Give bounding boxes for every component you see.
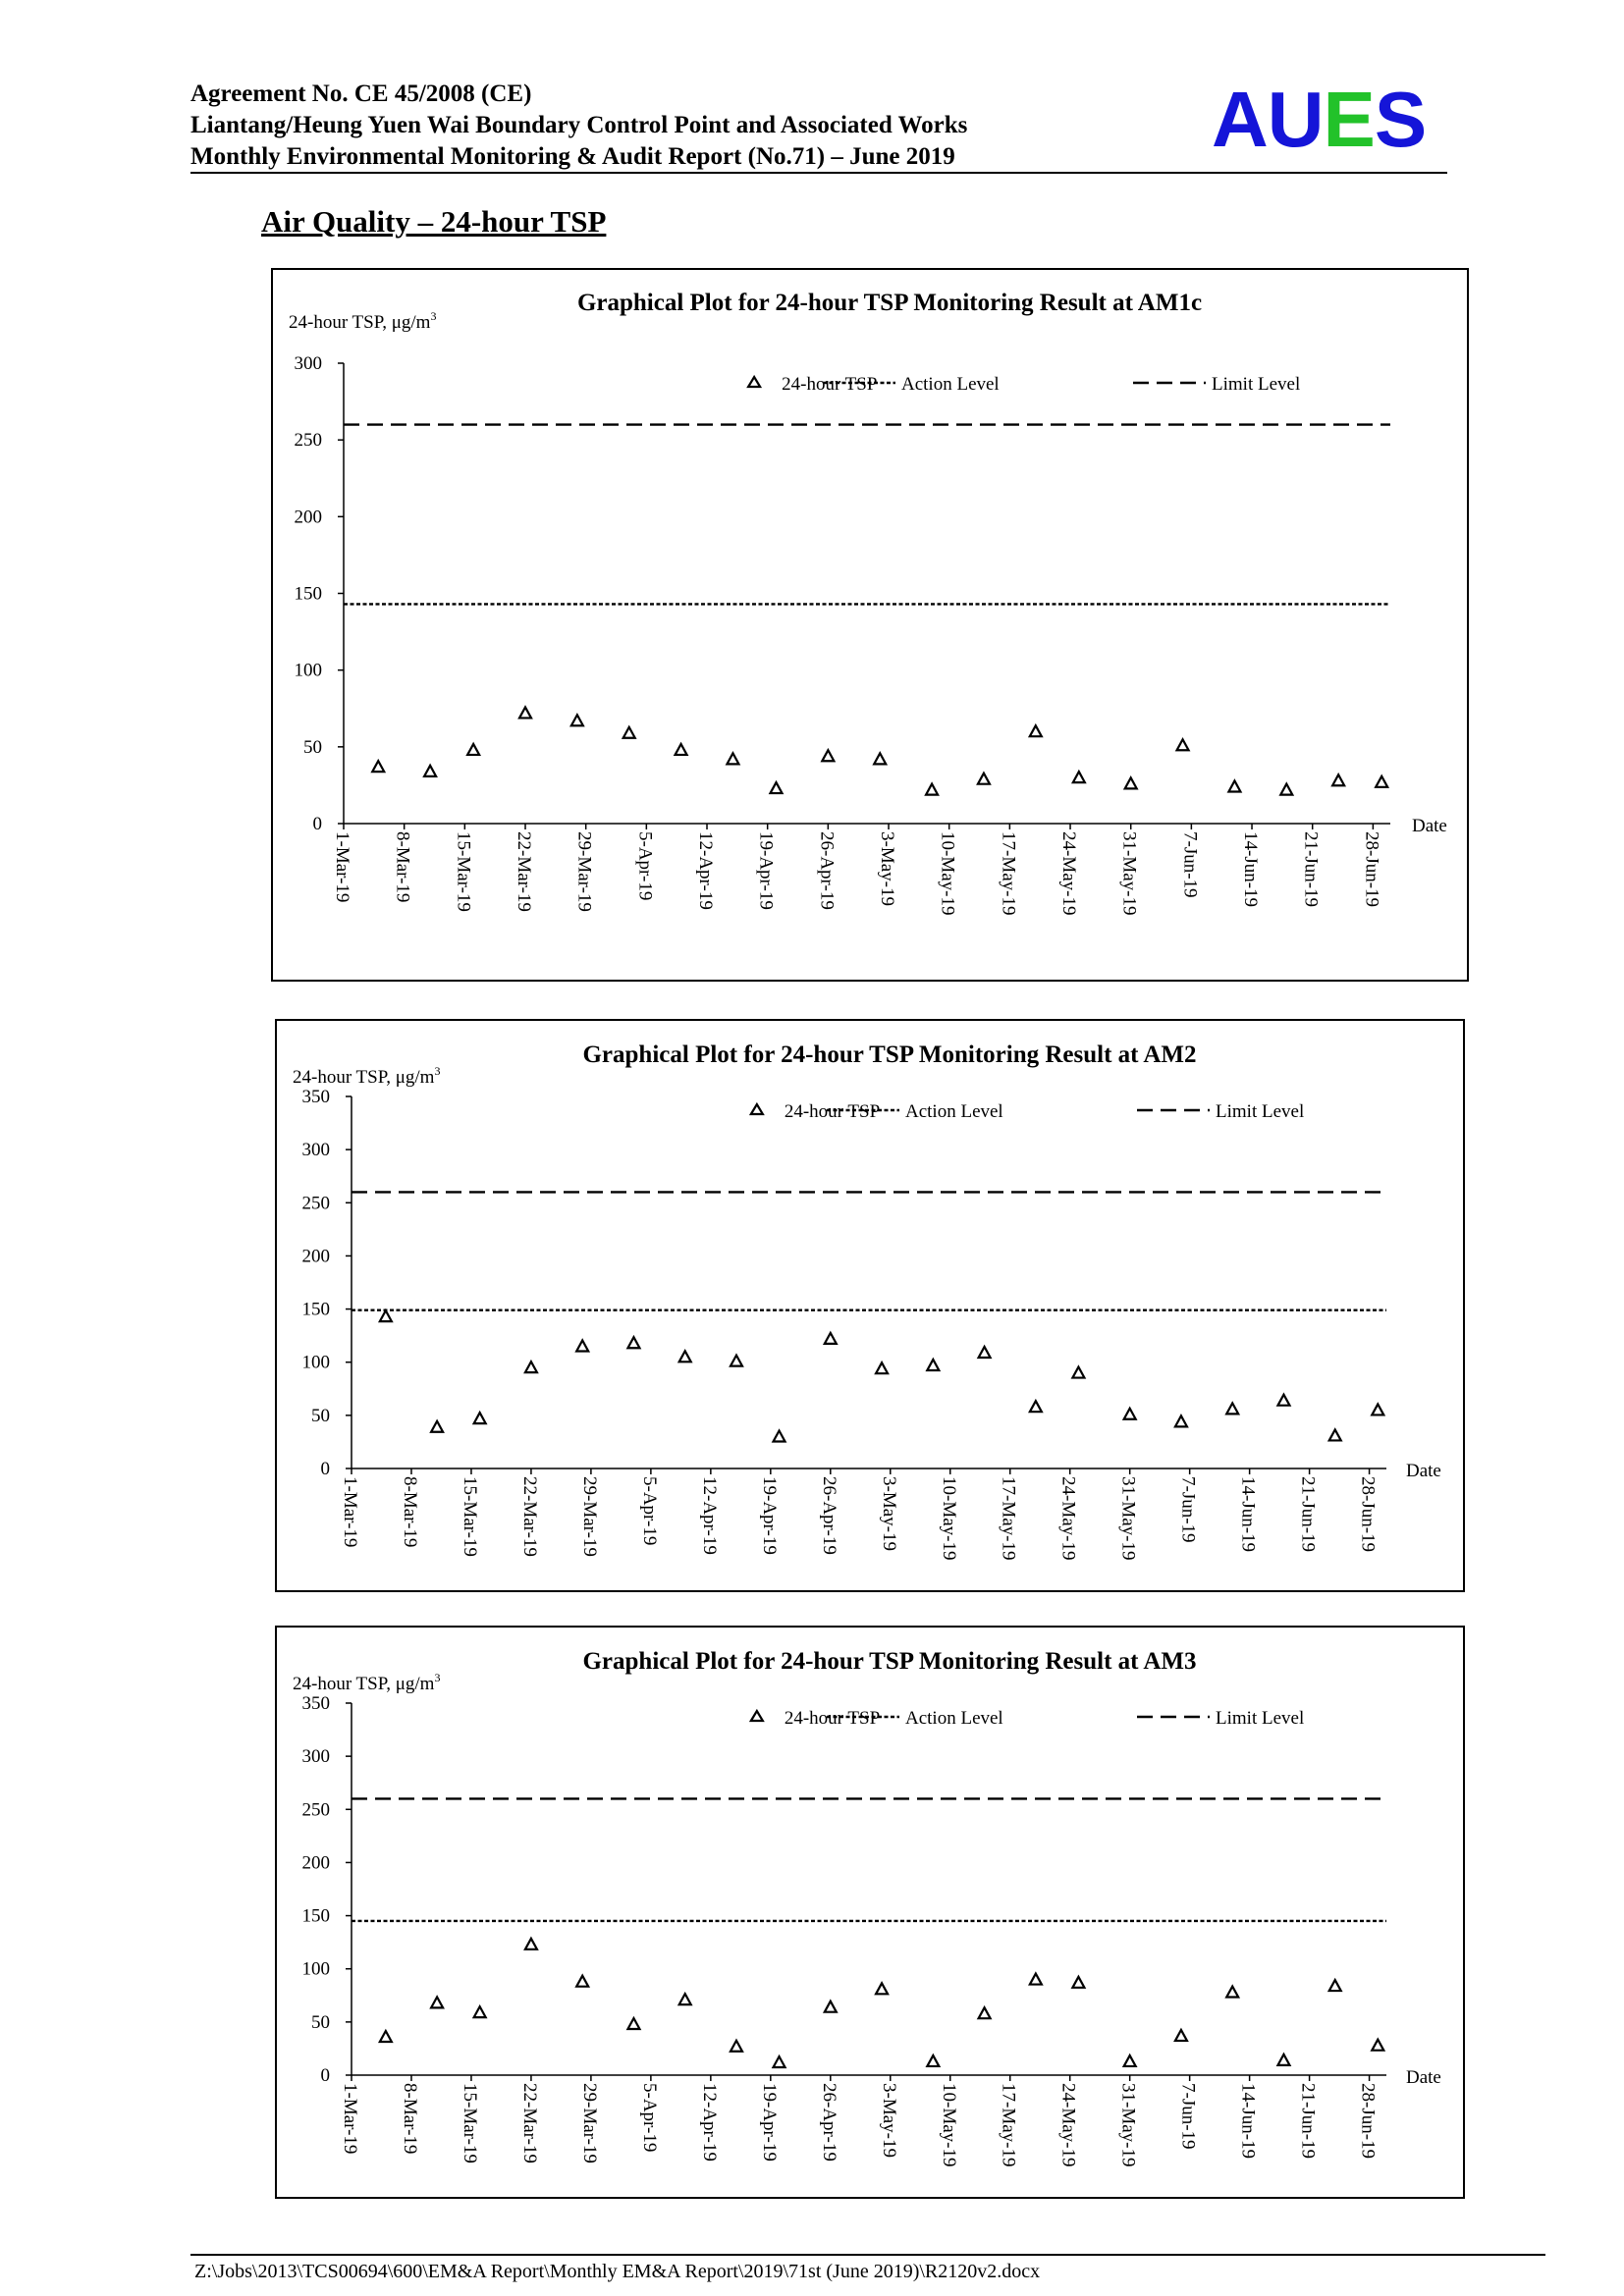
- y-tick-label: 300: [301, 1746, 330, 1768]
- tsp-data-point: [822, 750, 834, 761]
- y-tick-label: 300: [294, 353, 322, 374]
- tsp-data-point: [876, 1983, 888, 1994]
- x-tick-label: 10-May-19: [938, 2083, 959, 2167]
- x-tick-label: 26-Apr-19: [818, 1476, 839, 1555]
- tsp-data-point: [431, 1997, 443, 2007]
- file-path-footer: Z:\Jobs\2013\TCS00694\600\EM&A Report\Monthly EM&A Report\2019\71st (June 2019)\R2120v2.docx: [194, 2261, 1041, 2282]
- y-axis-label: [293, 1064, 440, 1088]
- tsp-data-point: [1277, 1395, 1289, 1406]
- logo-part-au: AU: [1212, 76, 1324, 163]
- y-tick-label: 350: [301, 1693, 330, 1714]
- x-tick-label: 28-Jun-19: [1361, 831, 1382, 908]
- y-axis-label-text: 24-hour TSP, μg/m: [293, 1674, 435, 1694]
- y-tick-label: 100: [294, 660, 322, 681]
- x-tick-label: 21-Jun-19: [1300, 831, 1322, 908]
- x-tick-label: 8-Mar-19: [399, 1476, 420, 1548]
- y-tick-label: 50: [303, 736, 322, 758]
- y-tick-label: 150: [301, 1299, 330, 1320]
- project-title: Liantang/Heung Yuen Wai Boundary Control Point and Associated Works: [190, 112, 968, 138]
- tsp-data-point: [576, 1340, 588, 1351]
- x-tick-label: 21-Jun-19: [1297, 2083, 1319, 2160]
- tsp-data-point: [978, 774, 990, 784]
- x-tick-label: 14-Jun-19: [1237, 2083, 1259, 2160]
- y-axis-label: [293, 1671, 440, 1694]
- legend-label-tsp: 24-hour TSP: [782, 374, 878, 395]
- x-tick-label: 1-Mar-19: [332, 831, 352, 903]
- legend-label-tsp: 24-hour TSP: [784, 1708, 881, 1729]
- tsp-data-point: [571, 715, 583, 725]
- x-tick-label: 31-May-19: [1117, 1476, 1139, 1561]
- x-tick-label: 15-Mar-19: [459, 2083, 480, 2163]
- y-tick-label: 250: [301, 1193, 330, 1214]
- y-axis-label-superscript: 3: [434, 1064, 441, 1078]
- tsp-data-point: [1175, 1415, 1187, 1426]
- y-tick-label: 100: [301, 1352, 330, 1373]
- chart-title: Graphical Plot for 24-hour TSP Monitoring Result at AM1c: [576, 290, 1203, 316]
- tsp-data-point: [424, 766, 436, 776]
- tsp-data-point: [676, 744, 687, 755]
- x-tick-label: 24-May-19: [1058, 831, 1080, 916]
- y-tick-label: 200: [301, 1852, 330, 1874]
- tsp-data-point: [731, 1356, 742, 1366]
- chart-am3: [275, 1626, 1465, 2199]
- x-tick-label: 5-Apr-19: [638, 1476, 660, 1546]
- tsp-data-point: [770, 782, 782, 793]
- y-tick-label: 50: [311, 2011, 330, 2033]
- x-tick-label: 12-Apr-19: [695, 831, 717, 910]
- y-tick-label: 250: [301, 1799, 330, 1821]
- x-tick-label: 31-May-19: [1117, 2083, 1139, 2167]
- x-tick-label: 29-Mar-19: [578, 1476, 600, 1557]
- legend-label-tsp: 24-hour TSP: [784, 1101, 881, 1122]
- x-axis-label: Date: [1412, 816, 1447, 836]
- tsp-data-point: [380, 1310, 392, 1321]
- x-tick-label: 22-Mar-19: [518, 2083, 540, 2163]
- tsp-data-point: [979, 2007, 991, 2018]
- x-tick-label: 10-May-19: [938, 1476, 959, 1561]
- tsp-data-point: [1226, 1403, 1238, 1414]
- tsp-data-point: [927, 2056, 939, 2066]
- tsp-data-point: [1372, 1404, 1383, 1415]
- y-tick-label: 250: [294, 430, 322, 452]
- x-tick-label: 29-Mar-19: [578, 2083, 600, 2163]
- logo-part-s: S: [1374, 76, 1427, 163]
- legend-triangle-marker: [748, 377, 760, 387]
- x-tick-label: 8-Mar-19: [392, 831, 413, 903]
- y-tick-label: 0: [320, 1459, 330, 1479]
- section-title: Air Quality – 24-hour TSP: [261, 204, 607, 239]
- tsp-data-point: [474, 1413, 486, 1423]
- tsp-data-point: [727, 753, 738, 764]
- x-tick-label: 7-Jun-19: [1179, 831, 1201, 898]
- chart-title: Graphical Plot for 24-hour TSP Monitoring Result at AM3: [582, 1648, 1197, 1675]
- tsp-data-point: [627, 2018, 639, 2029]
- x-tick-label: 26-Apr-19: [816, 831, 838, 910]
- tsp-data-point: [380, 2031, 392, 2042]
- tsp-data-point: [623, 727, 635, 738]
- tsp-data-point: [774, 2056, 785, 2067]
- legend: [751, 1101, 1304, 1122]
- tsp-data-point: [1030, 1974, 1042, 1985]
- report-title: Monthly Environmental Monitoring & Audit Report (No.71) – June 2019: [190, 143, 955, 170]
- legend-label-action: Action Level: [901, 374, 1000, 395]
- tsp-data-point: [876, 1362, 888, 1373]
- tsp-data-point: [519, 707, 531, 718]
- x-tick-label: 28-Jun-19: [1357, 1476, 1379, 1553]
- header-rule: [190, 172, 1447, 174]
- x-tick-label: 5-Apr-19: [638, 2083, 660, 2153]
- x-tick-label: 29-Mar-19: [573, 831, 595, 912]
- x-tick-label: 7-Jun-19: [1177, 1476, 1199, 1543]
- x-tick-label: 3-May-19: [878, 1476, 899, 1551]
- tsp-data-point: [1125, 777, 1137, 788]
- tsp-data-point: [825, 1333, 837, 1344]
- y-axis-label-superscript: 3: [430, 309, 437, 323]
- y-tick-label: 200: [301, 1246, 330, 1267]
- x-tick-label: 19-Apr-19: [758, 1476, 780, 1555]
- tsp-data-point: [1072, 1367, 1084, 1378]
- tsp-data-point: [1072, 1977, 1084, 1988]
- x-tick-label: 5-Apr-19: [634, 831, 656, 901]
- tsp-data-point: [1226, 1987, 1238, 1998]
- x-tick-label: 26-Apr-19: [818, 2083, 839, 2162]
- x-tick-label: 14-Jun-19: [1237, 1476, 1259, 1553]
- tsp-data-point: [1124, 2056, 1136, 2066]
- legend-label-limit: Limit Level: [1212, 374, 1301, 395]
- tsp-data-point: [825, 2002, 837, 2012]
- tsp-data-point: [679, 1351, 691, 1362]
- tsp-data-point: [1073, 772, 1085, 782]
- x-tick-label: 19-Apr-19: [755, 831, 777, 910]
- legend-triangle-marker: [751, 1104, 763, 1114]
- tsp-data-point: [731, 2041, 742, 2052]
- x-tick-label: 8-Mar-19: [399, 2083, 420, 2155]
- x-tick-label: 14-Jun-19: [1240, 831, 1262, 908]
- y-tick-label: 50: [311, 1405, 330, 1426]
- x-tick-label: 28-Jun-19: [1357, 2083, 1379, 2160]
- legend-label-action: Action Level: [905, 1101, 1003, 1122]
- y-tick-label: 150: [301, 1905, 330, 1927]
- legend-label-limit: Limit Level: [1216, 1101, 1305, 1122]
- chart-am1c: [271, 268, 1469, 982]
- x-tick-label: 22-Mar-19: [518, 1476, 540, 1557]
- tsp-data-point: [372, 761, 384, 772]
- x-tick-label: 17-May-19: [998, 831, 1019, 916]
- x-axis-label: Date: [1406, 1461, 1441, 1481]
- x-tick-label: 22-Mar-19: [514, 831, 535, 912]
- tsp-data-point: [1177, 739, 1189, 750]
- tsp-data-point: [431, 1421, 443, 1432]
- chart-am2: [275, 1019, 1465, 1592]
- y-tick-label: 350: [301, 1087, 330, 1107]
- y-tick-label: 100: [301, 1958, 330, 1980]
- tsp-data-point: [525, 1362, 537, 1372]
- x-tick-label: 3-May-19: [878, 2083, 899, 2158]
- tsp-data-point: [1329, 1980, 1341, 1991]
- aues-logo: [1212, 77, 1426, 163]
- tsp-data-point: [1372, 2040, 1383, 2051]
- tsp-data-point: [1030, 725, 1042, 736]
- x-tick-label: 15-Mar-19: [453, 831, 474, 912]
- x-tick-label: 24-May-19: [1057, 2083, 1079, 2167]
- tsp-data-point: [467, 744, 479, 755]
- y-axis-label-text: 24-hour TSP, μg/m: [289, 312, 431, 333]
- y-tick-label: 200: [294, 507, 322, 528]
- y-tick-label: 0: [312, 814, 322, 834]
- tsp-data-point: [1228, 780, 1240, 791]
- chart-am2-svg: [277, 1021, 1463, 1590]
- legend: [751, 1708, 1304, 1729]
- legend: [748, 374, 1300, 395]
- logo-part-e: E: [1323, 76, 1375, 163]
- tsp-data-point: [627, 1337, 639, 1348]
- tsp-data-point: [1124, 1409, 1136, 1419]
- x-axis-label: Date: [1406, 2067, 1441, 2088]
- tsp-data-point: [679, 1994, 691, 2004]
- x-tick-label: 12-Apr-19: [698, 2083, 720, 2162]
- x-tick-label: 3-May-19: [877, 831, 898, 906]
- tsp-data-point: [474, 2006, 486, 2017]
- tsp-data-point: [525, 1939, 537, 1949]
- tsp-data-point: [1332, 774, 1344, 785]
- chart-title: Graphical Plot for 24-hour TSP Monitoring Result at AM2: [582, 1041, 1197, 1068]
- tsp-data-point: [1376, 776, 1387, 787]
- x-tick-label: 7-Jun-19: [1177, 2083, 1199, 2150]
- tsp-data-point: [774, 1431, 785, 1442]
- x-tick-label: 19-Apr-19: [758, 2083, 780, 2162]
- legend-triangle-marker: [751, 1711, 763, 1721]
- x-tick-label: 24-May-19: [1057, 1476, 1079, 1561]
- x-tick-label: 21-Jun-19: [1297, 1476, 1319, 1553]
- tsp-data-point: [1030, 1401, 1042, 1412]
- tsp-data-point: [927, 1360, 939, 1370]
- tsp-data-point: [576, 1976, 588, 1987]
- tsp-data-point: [926, 784, 938, 795]
- y-tick-label: 150: [294, 583, 322, 605]
- tsp-data-point: [1175, 2030, 1187, 2041]
- y-axis-label-text: 24-hour TSP, μg/m: [293, 1067, 435, 1088]
- agreement-number: Agreement No. CE 45/2008 (CE): [190, 80, 532, 107]
- x-tick-label: 17-May-19: [998, 2083, 1019, 2167]
- x-tick-label: 15-Mar-19: [459, 1476, 480, 1557]
- chart-am3-svg: [277, 1628, 1463, 2197]
- tsp-data-point: [874, 753, 886, 764]
- legend-label-limit: Limit Level: [1216, 1708, 1305, 1729]
- y-axis-label-superscript: 3: [434, 1671, 441, 1684]
- y-tick-label: 0: [320, 2065, 330, 2086]
- tsp-data-point: [979, 1347, 991, 1358]
- legend-label-action: Action Level: [905, 1708, 1003, 1729]
- x-tick-label: 17-May-19: [998, 1476, 1019, 1561]
- y-axis-label: [289, 309, 436, 333]
- x-tick-label: 1-Mar-19: [340, 2083, 360, 2155]
- chart-am1c-svg: [273, 270, 1467, 980]
- x-tick-label: 12-Apr-19: [698, 1476, 720, 1555]
- x-tick-label: 31-May-19: [1118, 831, 1140, 916]
- x-tick-label: 1-Mar-19: [340, 1476, 360, 1548]
- y-tick-label: 300: [301, 1140, 330, 1161]
- tsp-data-point: [1277, 2055, 1289, 2065]
- footer-rule: [190, 2254, 1545, 2256]
- tsp-data-point: [1280, 784, 1292, 795]
- x-tick-label: 10-May-19: [937, 831, 958, 916]
- tsp-data-point: [1329, 1429, 1341, 1440]
